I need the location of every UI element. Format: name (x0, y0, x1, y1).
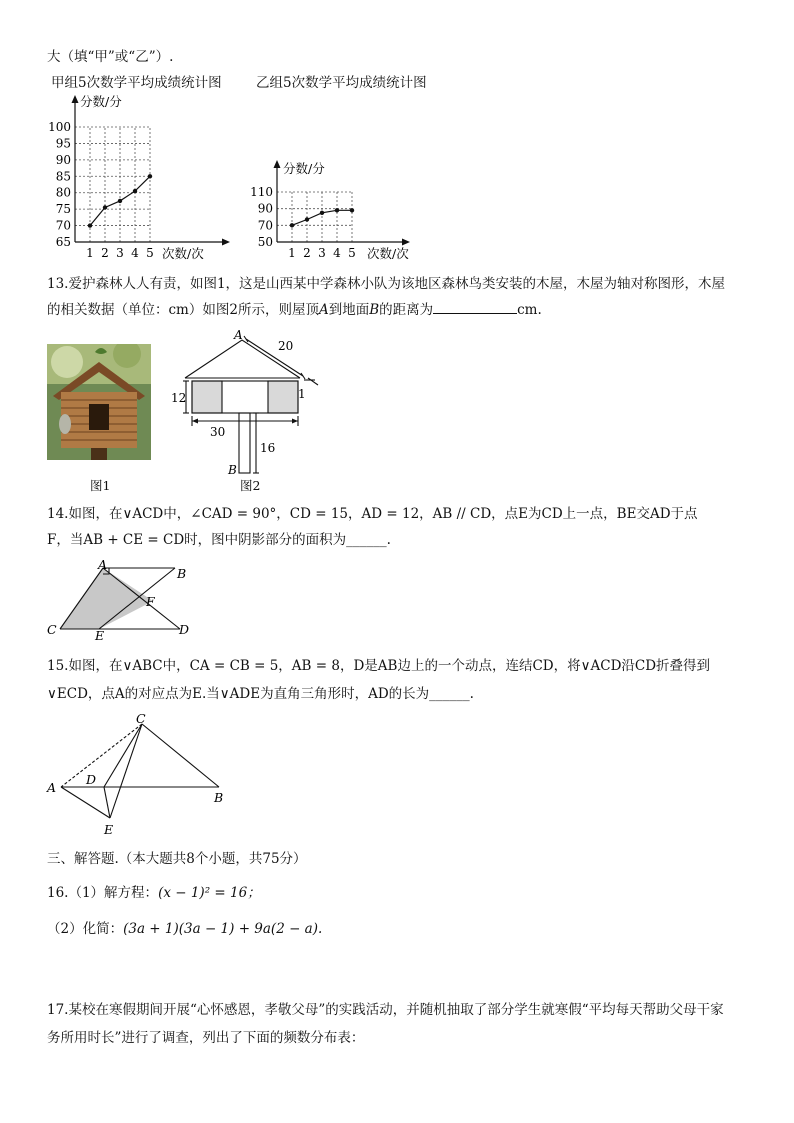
q14-shaded-region (60, 568, 153, 629)
yi-ytick-3: 110 (250, 185, 273, 199)
jia-xlabel: 次数/次 (162, 246, 204, 261)
fig2-dim-16: 16 (260, 441, 276, 455)
q15-diagram (44, 710, 234, 840)
fig2-label-a: A (234, 330, 243, 342)
q16-part2: （2）化简：(3a + 1)(3a − 1) + 9a(2 − a). (47, 921, 323, 937)
q14-label-f: F (146, 594, 155, 609)
jia-ytick-6: 95 (55, 136, 71, 151)
fig2-dim-30: 30 (210, 425, 226, 439)
top-line: 大（填“甲”或“乙”）. (47, 49, 174, 65)
jia-ytick-4: 85 (55, 169, 71, 184)
yi-grid (277, 192, 352, 242)
fig2-dim-20: 20 (278, 339, 294, 353)
q17-line2: 务所用时长”进行了调查，列出了下面的频数分布表： (47, 1030, 365, 1046)
q14-diagram (45, 560, 205, 640)
q13-answer-blank[interactable] (433, 313, 517, 314)
yi-xlabel: 次数/次 (367, 246, 409, 261)
fig2-dim-1: 1 (298, 387, 306, 401)
q13-line1: 13.爱护森林人人有责，如图1，这是山西某中学森林小队为该地区森林鸟类安装的木屋，木屋为轴对称图形，木屋 (47, 276, 726, 292)
q14-label-c: C (47, 622, 57, 637)
yi-point-3 (335, 208, 339, 212)
jia-point-4 (148, 174, 152, 178)
q14-label-e: E (95, 628, 105, 640)
jia-xtick-2: 3 (116, 246, 124, 260)
q14-line1: 14.如图，在∨ACD中，∠CAD = 90°，CD = 15，AD = 12，AB // CD，点E为CD上一点，BE交AD于点 (47, 506, 698, 522)
yi-point-1 (305, 217, 309, 221)
yi-chart-title: 乙组5次数学平均成绩统计图 (256, 75, 427, 91)
q14-label-a: A (98, 560, 108, 572)
section3-heading: 三、解答题.（本大题共8个小题，共75分） (47, 851, 307, 867)
jia-ytick-1: 70 (55, 218, 71, 233)
yi-point-2 (320, 211, 324, 215)
q16-part1: 16.（1）解方程：(x − 1)² = 16； (47, 885, 261, 901)
q15-line1: 15.如图，在∨ABC中，CA = CB = 5，AB = 8，D是AB边上的一个动点，连结CD，将∨ACD沿CD折叠得到 (47, 658, 711, 674)
q15-label-d: D (86, 772, 97, 787)
jia-ytick-5: 90 (55, 152, 71, 167)
yi-xtick-3: 4 (333, 246, 341, 260)
q15-label-b: B (214, 790, 224, 805)
jia-ytick-7: 100 (48, 120, 71, 134)
jia-line-chart (40, 92, 240, 262)
q17-line1: 17.某校在寒假期间开展“心怀感恩，孝敬父母”的实践活动，并随机抽取了部分学生就寒假“平均每天帮助父母干家 (47, 1002, 724, 1018)
yi-xtick-4: 5 (348, 246, 356, 260)
q15-label-a: A (47, 780, 57, 795)
yi-xtick-0: 1 (288, 246, 296, 260)
jia-grid (75, 127, 150, 242)
yi-point-4 (350, 208, 354, 212)
jia-point-1 (103, 205, 107, 209)
q14-line2: F，当AB + CE = CD时，图中阴影部分的面积为______. (47, 532, 391, 548)
jia-point-3 (133, 189, 137, 193)
birdhouse-photo (47, 344, 151, 460)
fig2-caption: 图2 (240, 478, 261, 493)
jia-ytick-2: 75 (55, 202, 71, 217)
jia-xtick-0: 1 (86, 246, 94, 260)
q15-label-e: E (104, 822, 114, 837)
jia-xtick-3: 4 (131, 246, 139, 260)
birdhouse-diagram (170, 330, 330, 480)
yi-point-0 (290, 223, 294, 227)
yi-line-chart (245, 155, 425, 265)
jia-chart-title: 甲组5次数学平均成绩统计图 (51, 75, 222, 91)
jia-ylabel: 分数/分 (80, 94, 122, 109)
yi-ylabel: 分数/分 (283, 161, 325, 176)
fig2-dim-12: 12 (171, 391, 187, 405)
jia-xtick-1: 2 (101, 246, 109, 260)
jia-point-2 (118, 199, 122, 203)
q14-label-d: D (179, 622, 190, 637)
jia-xtick-4: 5 (146, 246, 154, 260)
q15-line2: ∨ECD，点A的对应点为E.当∨ADE为直角三角形时，AD的长为______. (47, 686, 474, 702)
q13-line2: 的相关数据（单位：cm）如图2所示，则屋顶A到地面B的距离为 cm. (47, 302, 542, 318)
jia-axes (72, 95, 231, 246)
yi-ytick-1: 70 (257, 218, 273, 233)
yi-xtick-1: 2 (303, 246, 311, 260)
yi-ytick-2: 90 (257, 201, 273, 216)
fig2-label-b: B (228, 463, 237, 477)
fig1-caption: 图1 (90, 478, 111, 493)
jia-point-0 (88, 223, 92, 227)
jia-ytick-0: 65 (55, 235, 71, 249)
yi-xtick-2: 3 (318, 246, 326, 260)
jia-ytick-3: 80 (55, 185, 71, 200)
q15-label-c: C (136, 711, 146, 726)
q14-label-b: B (177, 566, 187, 581)
yi-ytick-0: 50 (257, 235, 273, 249)
